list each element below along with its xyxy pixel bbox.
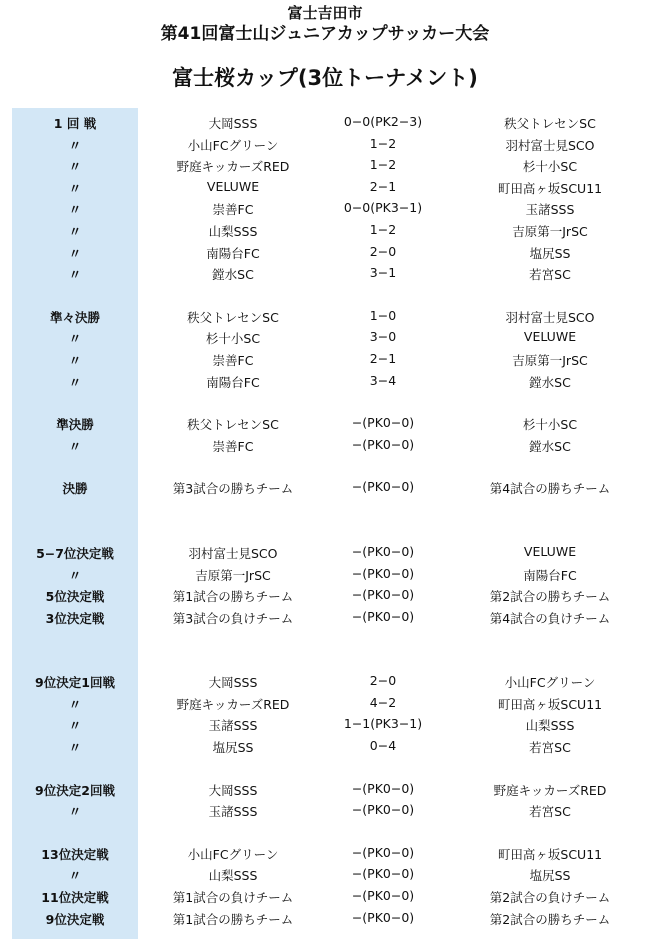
match-row <box>0 885 650 907</box>
round-label: 〃 <box>68 567 82 583</box>
home-team: 第3試合の負けチーム <box>172 610 294 626</box>
row-spacer <box>0 498 650 541</box>
tournament-title: 第41回富士山ジュニアカップサッカー大会 <box>160 24 490 44</box>
match-row <box>0 434 650 456</box>
away-team: 塩尻SS <box>529 245 571 261</box>
match-score: −(PK0−0) <box>351 479 415 495</box>
home-team: 小山FCグリーン <box>187 846 279 862</box>
match-row <box>0 584 650 606</box>
round-label: 〃 <box>68 159 82 175</box>
away-team: 第2試合の勝ちチーム <box>489 589 611 605</box>
home-team: 秩父トレセンSC <box>187 309 279 325</box>
round-label: 決勝 <box>62 481 88 497</box>
away-team: 吉原第一JrSC <box>512 223 588 239</box>
match-row <box>0 778 650 800</box>
match-row <box>0 412 650 434</box>
home-team: 大岡SSS <box>208 116 258 131</box>
away-team: 山梨SSS <box>525 718 575 734</box>
match-score: −(PK0−0) <box>351 888 415 904</box>
away-team: 第2試合の負けチーム <box>489 890 611 906</box>
round-label: 9位決定戦 <box>45 911 105 927</box>
round-label: 1 回 戦 <box>53 116 97 131</box>
away-team: 鏜水SC <box>529 374 571 390</box>
row-spacer <box>0 821 650 842</box>
away-team: 鏜水SC <box>529 438 571 454</box>
away-team: 南陽台FC <box>523 567 577 583</box>
match-score: 2−1 <box>369 350 397 366</box>
round-label: 〃 <box>68 374 82 390</box>
match-row <box>0 907 650 929</box>
match-score: −(PK0−0) <box>351 608 415 624</box>
match-row <box>0 176 650 198</box>
match-score: 3−4 <box>369 372 397 388</box>
home-team: 鏜水SC <box>212 267 254 283</box>
round-label: 〃 <box>68 804 82 820</box>
round-label: 〃 <box>68 438 82 454</box>
match-row <box>0 326 650 348</box>
match-score: 1−2 <box>369 157 397 173</box>
home-team: 第3試合の勝ちチーム <box>172 481 294 497</box>
match-score: −(PK0−0) <box>351 844 415 860</box>
round-label: 5−7位決定戦 <box>36 545 114 561</box>
home-team: 南陽台FC <box>206 245 260 261</box>
round-label: 〃 <box>68 245 82 261</box>
match-row <box>0 133 650 155</box>
match-score: 1−2 <box>369 135 397 151</box>
match-score: −(PK0−0) <box>351 802 415 818</box>
match-row <box>0 670 650 692</box>
row-spacer <box>0 757 650 778</box>
away-team: 若宮SC <box>529 740 571 756</box>
row-spacer <box>0 391 650 412</box>
match-row <box>0 735 650 757</box>
home-team: 吉原第一JrSC <box>195 567 271 583</box>
match-row <box>0 842 650 864</box>
match-row <box>0 154 650 176</box>
match-table <box>0 111 650 928</box>
match-row <box>0 541 650 563</box>
away-team: 杉十小SC <box>522 159 578 175</box>
home-team: 羽村富士見SCO <box>188 545 278 561</box>
away-team: 町田高ヶ坂SCU11 <box>497 180 603 196</box>
home-team: 南陽台FC <box>206 374 260 390</box>
round-label: 9位決定2回戦 <box>35 782 115 798</box>
home-team: 山梨SSS <box>208 868 258 884</box>
away-team: 第4試合の勝ちチーム <box>489 481 611 497</box>
match-row <box>0 692 650 714</box>
away-team: 羽村富士見SCO <box>505 309 595 325</box>
row-spacer <box>0 284 650 305</box>
match-score: −(PK0−0) <box>351 436 415 452</box>
away-team: 若宮SC <box>529 267 571 283</box>
home-team: VELUWE <box>206 178 260 194</box>
match-row <box>0 197 650 219</box>
home-team: 崇善FC <box>212 438 254 454</box>
match-row <box>0 476 650 498</box>
match-row <box>0 370 650 392</box>
match-score: −(PK0−0) <box>351 909 415 925</box>
round-label: 13位決定戦 <box>41 846 109 862</box>
match-score: −(PK0−0) <box>351 565 415 581</box>
home-team: 玉諸SSS <box>208 718 258 734</box>
home-team: 野庭キッカーズRED <box>176 696 290 712</box>
away-team: 吉原第一JrSC <box>512 352 588 368</box>
round-label: 〃 <box>68 352 82 368</box>
home-team: 第1試合の勝ちチーム <box>172 589 294 605</box>
match-score: 3−0 <box>369 329 397 345</box>
away-team: 野庭キッカーズRED <box>493 782 607 798</box>
match-score: −(PK0−0) <box>351 415 415 431</box>
round-label: 5位決定戦 <box>45 589 105 605</box>
match-score: −(PK0−0) <box>351 780 415 796</box>
home-team: 大岡SSS <box>208 782 258 798</box>
home-team: 塩尻SS <box>212 740 254 756</box>
round-label: 〃 <box>68 223 82 239</box>
round-label: 〃 <box>68 267 82 283</box>
match-row <box>0 305 650 327</box>
away-team: 羽村富士見SCO <box>505 137 595 153</box>
match-score: 1−0 <box>369 307 397 323</box>
home-team: 第1試合の負けチーム <box>172 890 294 906</box>
match-row <box>0 111 650 133</box>
round-label: 〃 <box>68 696 82 712</box>
match-score: 2−0 <box>369 243 397 259</box>
round-label: 準々決勝 <box>49 309 100 325</box>
round-label: 3位決定戦 <box>45 610 105 626</box>
match-row <box>0 219 650 241</box>
home-team: 大岡SSS <box>208 675 258 691</box>
match-score: 2−1 <box>369 178 397 194</box>
round-label: 〃 <box>68 202 82 218</box>
match-score: 0−0(PK3−1) <box>343 200 423 216</box>
away-team: 町田高ヶ坂SCU11 <box>497 696 603 712</box>
away-team: 若宮SC <box>529 804 571 820</box>
away-team: 第2試合の勝ちチーム <box>489 911 611 927</box>
row-spacer <box>0 455 650 476</box>
away-team: 町田高ヶ坂SCU11 <box>497 846 603 862</box>
home-team: 崇善FC <box>212 352 254 368</box>
away-team: 杉十小SC <box>522 417 578 433</box>
match-row <box>0 606 650 628</box>
match-score: −(PK0−0) <box>351 866 415 882</box>
away-team: 秩父トレセンSC <box>504 116 596 131</box>
bracket-title: 富士桜カップ(3位トーナメント) <box>172 66 478 90</box>
round-label: 〃 <box>68 868 82 884</box>
match-score: 1−2 <box>369 221 397 237</box>
away-team: 塩尻SS <box>529 868 571 884</box>
away-team: VELUWE <box>523 543 577 559</box>
match-row <box>0 241 650 263</box>
match-score: 0−4 <box>369 738 397 754</box>
match-row <box>0 262 650 284</box>
away-team: 玉諸SSS <box>525 202 575 218</box>
home-team: 野庭キッカーズRED <box>176 159 290 175</box>
match-row <box>0 863 650 885</box>
round-label: 〃 <box>68 331 82 347</box>
round-label: 9位決定1回戦 <box>35 675 115 691</box>
away-team: 第4試合の負けチーム <box>489 610 611 626</box>
round-label: 〃 <box>68 740 82 756</box>
match-score: 1−1(PK3−1) <box>343 716 423 732</box>
match-row <box>0 799 650 821</box>
round-label: 11位決定戦 <box>41 890 109 906</box>
round-label: 〃 <box>68 718 82 734</box>
round-label: 〃 <box>68 137 82 153</box>
home-team: 山梨SSS <box>208 223 258 239</box>
match-score: 0−0(PK2−3) <box>343 114 423 129</box>
home-team: 崇善FC <box>212 202 254 218</box>
match-score: 2−0 <box>369 673 397 689</box>
home-team: 杉十小SC <box>205 331 261 347</box>
home-team: 玉諸SSS <box>208 804 258 820</box>
home-team: 第1試合の勝ちチーム <box>172 911 294 927</box>
city-name: 富士吉田市 <box>287 4 363 22</box>
match-row <box>0 713 650 735</box>
match-score: 3−1 <box>369 265 397 281</box>
round-label: 〃 <box>68 180 82 196</box>
away-team: 小山FCグリーン <box>504 675 596 691</box>
home-team: 秩父トレセンSC <box>187 417 279 433</box>
home-team: 小山FCグリーン <box>187 137 279 153</box>
match-score: −(PK0−0) <box>351 543 415 559</box>
match-row <box>0 563 650 585</box>
match-row <box>0 348 650 370</box>
row-spacer <box>0 627 650 670</box>
round-label: 準決勝 <box>56 417 94 433</box>
match-score: −(PK0−0) <box>351 587 415 603</box>
away-team: VELUWE <box>523 329 577 345</box>
match-score: 4−2 <box>369 694 397 710</box>
